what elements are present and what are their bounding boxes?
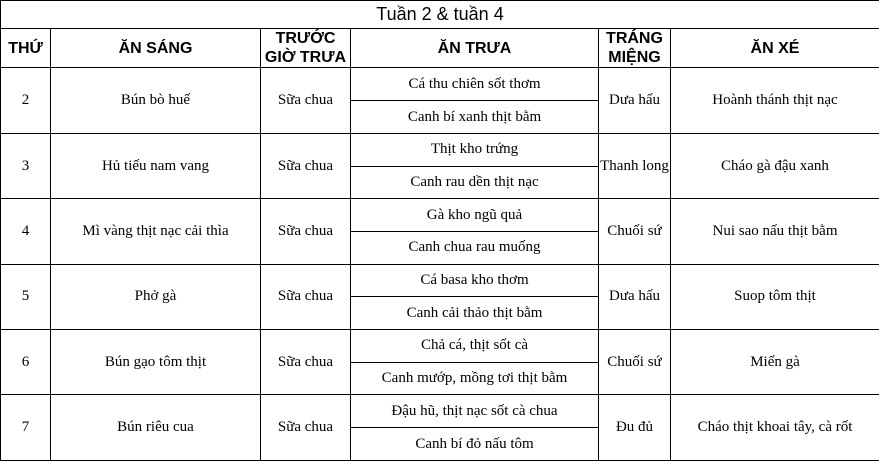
dessert-cell: Chuối sứ xyxy=(599,199,671,264)
breakfast-cell: Phở gà xyxy=(51,264,261,329)
lunch-main-cell: Cá basa kho thơm xyxy=(351,264,599,297)
table-row xyxy=(1,133,879,166)
header-row xyxy=(1,28,879,68)
pre-lunch-cell: Sữa chua xyxy=(261,133,351,198)
day-cell: 2 xyxy=(1,68,51,133)
breakfast-cell: Mì vàng thịt nạc cải thìa xyxy=(51,199,261,264)
day-cell: 5 xyxy=(1,264,51,329)
lunch-main-cell: Đậu hũ, thịt nạc sốt cà chua xyxy=(351,395,599,428)
pre-lunch-cell: Sữa chua xyxy=(261,330,351,395)
snack-cell: Miến gà xyxy=(671,330,879,395)
breakfast-cell: Bún bò huế xyxy=(51,68,261,133)
header-dessert-line1: TRÁNG xyxy=(606,30,663,48)
table-row xyxy=(1,395,879,428)
header-dessert-line2: MIỆNG xyxy=(608,49,661,67)
table-row xyxy=(1,68,879,101)
day-cell: 3 xyxy=(1,133,51,198)
header-pre-lunch xyxy=(261,28,351,68)
header-dessert xyxy=(599,28,671,68)
lunch-soup-cell: Canh chua rau muống xyxy=(351,231,599,264)
lunch-soup-cell: Canh rau dền thịt nạc xyxy=(351,166,599,199)
breakfast-cell: Hủ tiếu nam vang xyxy=(51,133,261,198)
lunch-soup-cell: Canh bí đỏ nấu tôm xyxy=(351,428,599,461)
table-row xyxy=(1,330,879,363)
day-cell: 7 xyxy=(1,395,51,461)
dessert-cell: Thanh long xyxy=(599,133,671,198)
snack-cell: Suop tôm thịt xyxy=(671,264,879,329)
header-pre-lunch-line1: TRƯỚC xyxy=(275,30,336,48)
pre-lunch-cell: Sữa chua xyxy=(261,68,351,133)
title-row xyxy=(1,1,879,29)
lunch-main-cell: Gà kho ngũ quả xyxy=(351,199,599,232)
header-snack: ĂN XÉ xyxy=(671,28,879,68)
table-title: Tuần 2 & tuần 4 xyxy=(1,1,879,29)
lunch-main-cell: Thịt kho trứng xyxy=(351,133,599,166)
header-day: THỨ xyxy=(1,28,51,68)
snack-cell: Hoành thánh thịt nạc xyxy=(671,68,879,133)
pre-lunch-cell: Sữa chua xyxy=(261,199,351,264)
snack-cell: Nui sao nấu thịt bằm xyxy=(671,199,879,264)
header-pre-lunch-line2: GIỜ TRƯA xyxy=(264,49,347,67)
table-row xyxy=(1,199,879,232)
dessert-cell: Chuối sứ xyxy=(599,330,671,395)
day-cell: 4 xyxy=(1,199,51,264)
breakfast-cell: Bún gạo tôm thịt xyxy=(51,330,261,395)
pre-lunch-cell: Sữa chua xyxy=(261,395,351,461)
lunch-soup-cell: Canh mướp, mồng tơi thịt bằm xyxy=(351,362,599,395)
snack-cell: Cháo gà đậu xanh xyxy=(671,133,879,198)
lunch-main-cell: Cá thu chiên sốt thơm xyxy=(351,68,599,101)
dessert-cell: Đu đủ xyxy=(599,395,671,461)
lunch-main-cell: Chả cá, thịt sốt cà xyxy=(351,330,599,363)
day-cell: 6 xyxy=(1,330,51,395)
lunch-soup-cell: Canh bí xanh thịt bằm xyxy=(351,101,599,134)
dessert-cell: Dưa hấu xyxy=(599,68,671,133)
table-row xyxy=(1,264,879,297)
snack-cell: Cháo thịt khoai tây, cà rốt xyxy=(671,395,879,461)
lunch-soup-cell: Canh cải thảo thịt bằm xyxy=(351,297,599,330)
breakfast-cell: Bún riêu cua xyxy=(51,395,261,461)
header-lunch: ĂN TRƯA xyxy=(351,28,599,68)
dessert-cell: Dưa hấu xyxy=(599,264,671,329)
header-breakfast: ĂN SÁNG xyxy=(51,28,261,68)
pre-lunch-cell: Sữa chua xyxy=(261,264,351,329)
